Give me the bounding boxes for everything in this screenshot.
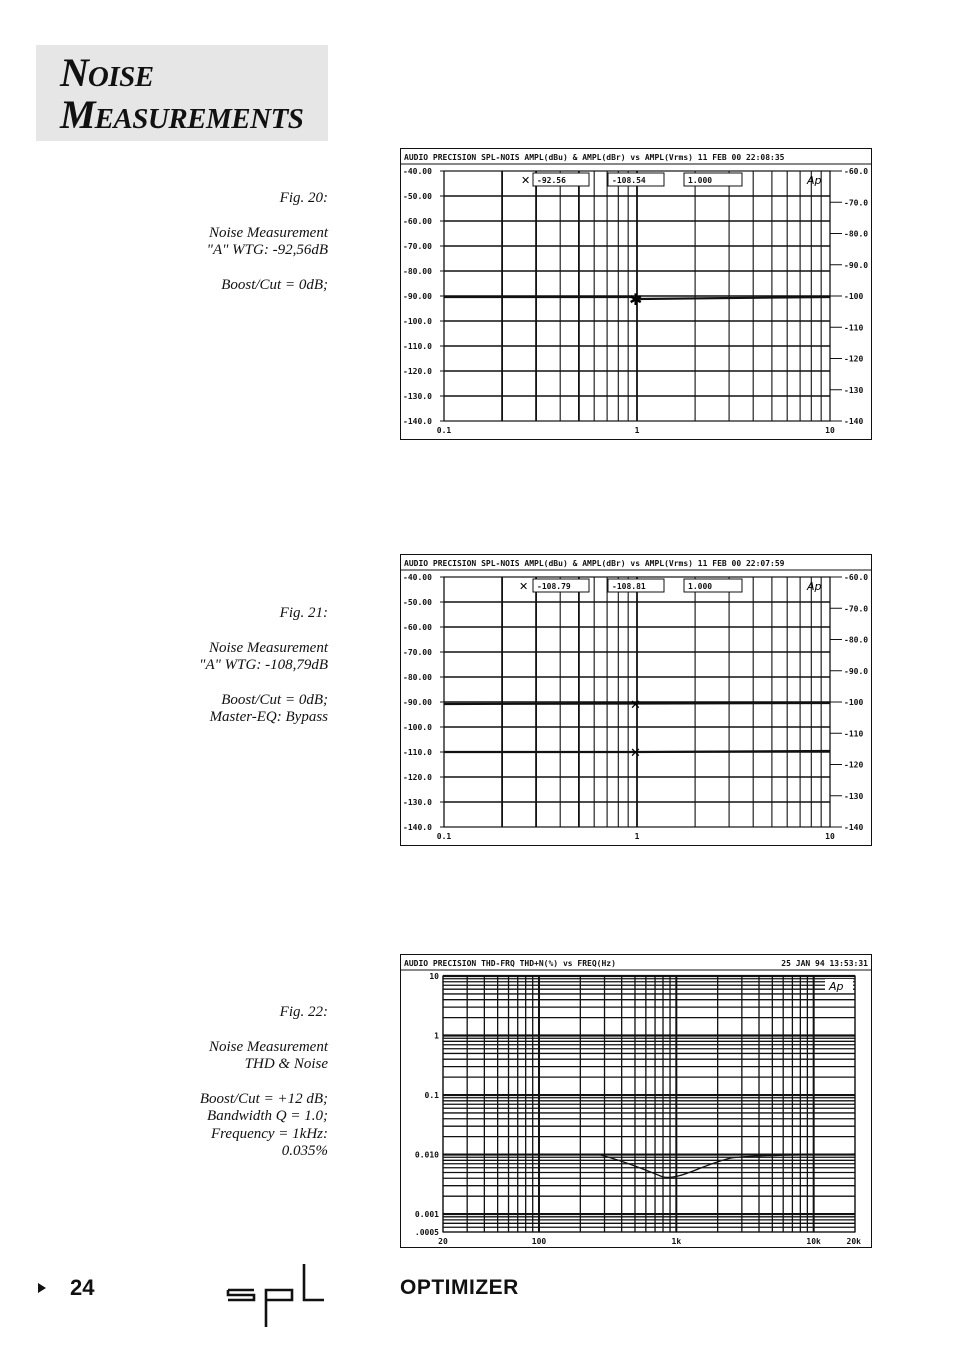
y2-tick-label: -60.0 <box>844 167 869 176</box>
y-tick-label: -90.00 <box>403 698 432 707</box>
readout-boxes <box>521 173 742 187</box>
fig-setting: Master-EQ: Bypass <box>209 709 328 725</box>
fig-desc: "A" WTG: -108,79dB <box>199 657 328 673</box>
section-title-box <box>36 45 328 141</box>
caption-fig-21 <box>68 605 328 727</box>
y-tick-label: -130.0 <box>403 798 432 807</box>
section-title-line-2: MEASUREMENTS <box>60 92 304 137</box>
y-tick-label: -40.00 <box>403 167 432 176</box>
x-tick-label: 10 <box>825 832 835 841</box>
y-tick-label: -100.0 <box>403 317 432 326</box>
x-tick-label: 0.1 <box>436 832 452 841</box>
y-tick-label: -40.00 <box>403 573 432 582</box>
readout-value: -108.81 <box>612 582 646 591</box>
y-tick-label: -100.0 <box>403 723 432 732</box>
y2-tick-label: -130 <box>844 791 864 801</box>
readout-value: 1.000 <box>688 582 713 591</box>
y2-tick-label: -100 <box>844 698 864 707</box>
marker-star-icon: ✱ <box>629 290 643 309</box>
y2-tick-label: -130 <box>844 385 864 395</box>
ap-logo: Ap <box>807 580 822 593</box>
fig-setting: Boost/Cut = 0dB; <box>221 276 328 293</box>
ap-logo: Ap <box>807 174 822 187</box>
readout-value: -108.54 <box>612 176 646 185</box>
y2-tick-label: -70.0 <box>844 604 869 614</box>
fig-setting: Boost/Cut = +12 dB; <box>199 1090 328 1107</box>
ap-logo: Ap <box>829 980 844 993</box>
spl-logo <box>226 1262 326 1330</box>
fig-setting: Frequency = 1kHz: <box>210 1125 328 1142</box>
y-tick-label: -90.00 <box>403 292 432 301</box>
y2-tick-label: -90.0 <box>844 666 869 676</box>
x-tick-label: 1 <box>634 426 640 435</box>
y-tick-label: -60.00 <box>403 217 432 226</box>
y2-tick-label: -120 <box>844 760 864 770</box>
plot-grid <box>440 577 842 827</box>
x-tick-label: 10k <box>806 1237 821 1246</box>
y2-tick-label: -60.0 <box>844 573 869 582</box>
y-tick-label: 10 <box>429 972 439 981</box>
readout-value: -108.79 <box>537 582 571 591</box>
page-arrow-icon <box>38 1283 46 1293</box>
y-tick-label: -60.00 <box>403 623 432 632</box>
y-tick-label: 0.1 <box>424 1091 439 1101</box>
fig-setting: 0.035% <box>281 1143 328 1159</box>
cursor-x-icon: ✕ <box>521 174 531 187</box>
y-tick-label: 0.001 <box>414 1210 439 1220</box>
thd-plot <box>401 955 871 1247</box>
noise-plot-2 <box>401 555 871 845</box>
y-tick-label: 1 <box>434 1031 439 1041</box>
y2-tick-label: -70.0 <box>844 198 869 208</box>
plot-header: AUDIO PRECISION SPL-NOIS AMPL(dBu) & AMPL(dBr) vs AMPL(Vrms) 11 FEB 00 22:08:35 <box>404 153 785 162</box>
fig-desc: Noise Measurement <box>208 1038 328 1055</box>
y-tick-label: -50.00 <box>403 192 432 201</box>
x-tick-label: 100 <box>531 1237 547 1246</box>
y-tick-label: -50.00 <box>403 598 432 607</box>
y-tick-label: -140.0 <box>403 823 432 832</box>
y2-tick-label: -120 <box>844 354 864 364</box>
readout-value: 1.000 <box>688 176 713 185</box>
y2-tick-label: -140 <box>844 417 864 426</box>
readout-value: -92.56 <box>537 176 566 185</box>
plot-fig-20 <box>400 148 872 440</box>
product-name: OPTIMIZER <box>400 1276 519 1299</box>
y2-tick-label: -80.0 <box>844 229 869 239</box>
marker-x-icon: ✕ <box>630 698 641 713</box>
caption-fig-22 <box>68 1004 328 1161</box>
y-tick-label: 0.010 <box>414 1150 439 1160</box>
plot-grid <box>443 976 855 1232</box>
caption-fig-20 <box>68 190 328 294</box>
fig-label: Fig. 21: <box>279 605 328 621</box>
x-tick-label: 20 <box>438 1237 448 1246</box>
section-title-line-1: NOISE <box>60 50 154 95</box>
plot-fig-21 <box>400 554 872 846</box>
plot-header: AUDIO PRECISION SPL-NOIS AMPL(dBu) & AMPL(dBr) vs AMPL(Vrms) 11 FEB 00 22:07:59 <box>404 559 785 568</box>
y2-tick-label: -110 <box>844 729 864 739</box>
y-tick-label: -120.0 <box>403 367 432 376</box>
y-tick-label: -70.00 <box>403 242 432 251</box>
noise-plot-1 <box>401 149 871 439</box>
x-tick-label: 20k <box>846 1237 861 1246</box>
y-tick-label: -110.0 <box>403 748 432 757</box>
fig-desc: Noise Measurement <box>208 639 328 656</box>
plot-header: AUDIO PRECISION THD-FRQ THD+N(%) vs FREQ(Hz) <box>404 959 616 968</box>
x-tick-label: 1k <box>671 1237 682 1246</box>
y-tick-label: -130.0 <box>403 392 432 401</box>
y-tick-label: -110.0 <box>403 342 432 351</box>
cursor-x-icon: ✕ <box>519 580 529 593</box>
y2-tick-label: -110 <box>844 323 864 333</box>
page-number: 24 <box>70 1275 95 1300</box>
fig-label: Fig. 20: <box>279 190 328 206</box>
x-tick-label: 0.1 <box>436 426 452 435</box>
y-tick-label: -70.00 <box>403 648 432 657</box>
fig-setting: Boost/Cut = 0dB; <box>221 691 328 708</box>
x-tick-label: 1 <box>634 832 640 841</box>
x-tick-label: 10 <box>825 426 835 435</box>
y-tick-label: .0005 <box>414 1228 439 1237</box>
plot-fig-22 <box>400 954 872 1248</box>
y-tick-label: -80.00 <box>403 673 432 682</box>
fig-setting: Bandwidth Q = 1.0; <box>207 1108 328 1124</box>
y-tick-label: -140.0 <box>403 417 432 426</box>
y2-tick-label: -140 <box>844 823 864 832</box>
fig-desc: Noise Measurement <box>208 224 328 241</box>
fig-desc: THD & Noise <box>244 1056 328 1072</box>
y-tick-label: -80.00 <box>403 267 432 276</box>
fig-desc: "A" WTG: -92,56dB <box>206 242 328 258</box>
marker-x-icon: ✕ <box>630 746 641 761</box>
fig-label: Fig. 22: <box>279 1004 328 1020</box>
plot-date: 25 JAN 94 13:53:31 <box>781 959 868 968</box>
y2-tick-label: -100 <box>844 292 864 301</box>
y-tick-label: -120.0 <box>403 773 432 782</box>
readout-boxes <box>519 579 742 593</box>
y2-tick-label: -80.0 <box>844 635 869 645</box>
y2-tick-label: -90.0 <box>844 260 869 270</box>
